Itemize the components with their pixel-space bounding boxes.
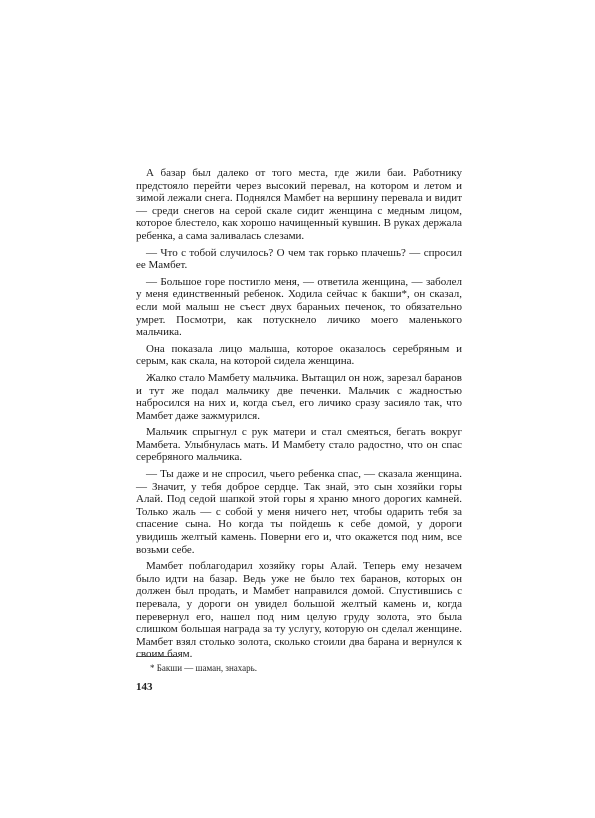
main-text	[136, 167, 462, 665]
page-number: 143	[136, 681, 153, 693]
paragraph-6: Мальчик спрыгнул с рук матери и стал смеяться, бегать вокруг Мамбета. Улыбнулась мать. И Мамбету стало радостно, что он спас серебряного мальчика.	[136, 426, 462, 464]
paragraph-5: Жалко стало Мамбету мальчика. Вытащил он нож, зарезал баранов и тут же подал мальчику две печенки. Мальчик с жадностью набросился на них и, когда съел, его личико сразу засияло так, что Мамбет даже зажмурился.	[136, 371, 462, 422]
paragraph-1: А базар был далеко от того места, где жили баи. Работнику предстояло перейти через высокий перевал, на котором и летом и зимой лежали снега. Поднялся Мамбет на вершину перевала и видит — среди снегов на серой скале сидит женщина с медным лицом, которое блестело, как хорошо начищенный кувшин. В руках держала ребенка, а сама заливалась слезами.	[136, 167, 462, 242]
paragraph-3: — Большое горе постигло меня, — ответила женщина, — заболел у меня единственный ребенок. Ходила сейчас к бакши*, он сказал, если мой малыш не съест двух бараньих печенок, то обязательно умрет. Посмотри, как потускнело личико моего маленького мальчика.	[136, 275, 462, 339]
footnote: * Бакши — шаман, знахарь.	[150, 663, 257, 673]
paragraph-7: — Ты даже и не спросил, чьего ребенка спас, — сказала женщина. — Значит, у тебя доброе сердце. Так знай, это сын хозяйки горы Алай. Под седой шапкой этой горы я храню много дорогих камней. Только жаль — с собой у меня ничего нет, чтобы одарить тебя за спасение сына. Но когда ты пойдешь к себе домой, у дороги увидишь желтый камень. Поверни его и, что окажется под ним, все возьми себе.	[136, 468, 462, 556]
paragraph-4: Она показала лицо малыша, которое оказалось серебряным и серым, как скала, на которой сидела женщина.	[136, 342, 462, 368]
paragraph-2: — Что с тобой случилось? О чем так горько плачешь? — спросил ее Мамбет.	[136, 246, 462, 272]
footnote-divider	[136, 656, 178, 657]
paragraph-8: Мамбет поблагодарил хозяйку горы Алай. Теперь ему незачем было идти на базар. Ведь уже не было тех баранов, которых он должен был продать, и Мамбет направился домой. Спустившись с перевала, у дороги он увидел большой желтый камень и, когда перевернул его, нашел под ним целую груду золота, это была слишком большая награда за ту услугу, которую он сделал женщине. Мамбет взял столько золота, сколько стоили два барана и вернулся к своим баям.	[136, 560, 462, 661]
